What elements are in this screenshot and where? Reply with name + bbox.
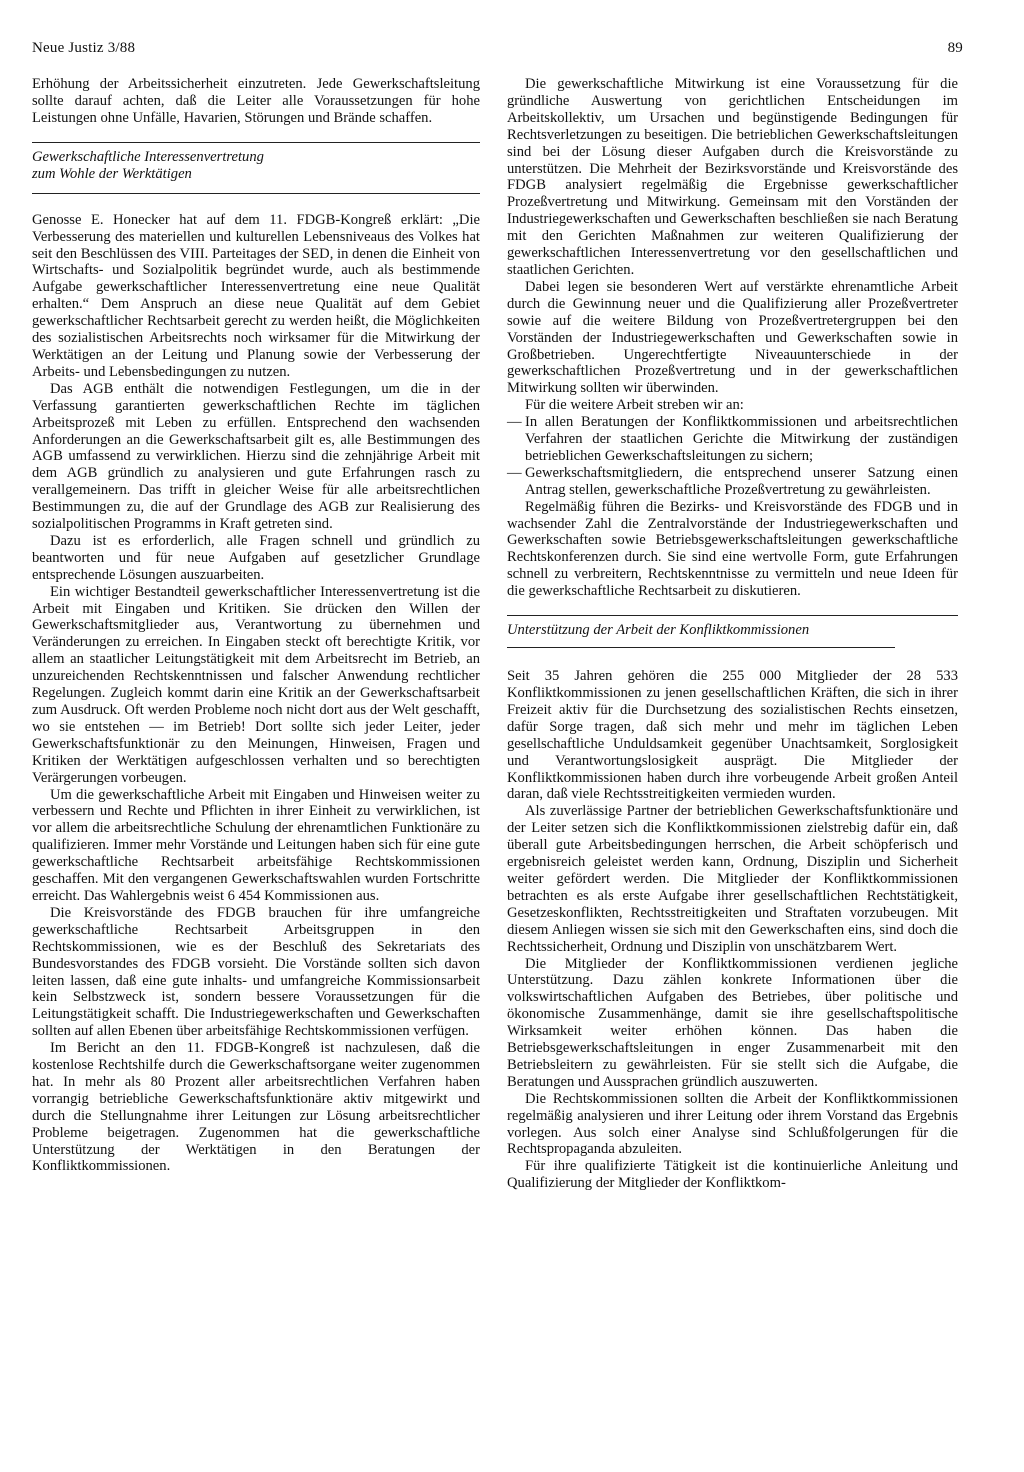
body-paragraph: Für die weitere Arbeit streben wir an:: [525, 397, 744, 414]
body-paragraph: Im Bericht an den 11. FDGB-Kongreß ist nachzulesen, daß die kostenlose Rechtshilfe durch die Gewerkschaftsorgane weiter zugenommen hat. In mehr als 80 Prozent aller arbeitsrechtlichen Verfahren haben vorrangig betriebliche Gewerkschaftsfunktionäre aktiv mitgewirkt und durch die Stellungnahme ihrer Leitungen zur Lösung arbeitsrechtlicher Probleme beigetragen. Zugenommen hat die gewerkschaftliche Unterstützung der Werktätigen in den Beratungen der Konfliktkommissionen.: [32, 1040, 480, 1175]
journal-issue: Neue Justiz 3/88: [32, 40, 136, 56]
section-heading-line2: zum Wohle der Werktätigen: [32, 165, 192, 182]
section-heading: Unterstützung der Arbeit der Konfliktkommissionen: [507, 622, 810, 639]
page-number: 89: [947, 40, 963, 56]
right-column: [507, 76, 958, 1192]
body-paragraph: Dazu ist es erforderlich, alle Fragen schnell und gründlich zu beantworten und für neue Aufgaben auf gesetzlicher Grundlage entsprechende Lösungen auszuarbeiten.: [32, 532, 480, 583]
body-paragraph: Die Kreisvorstände des FDGB brauchen für ihre umfangreiche gewerkschaftliche Rechtsarbeit Arbeitsgruppen in den Rechtskommissionen, wie es der Beschluß des Sekretariats des Bundesvorstandes des FDGB vorsieht. Die Vorstände sollten sich davon leiten lassen, daß eine gute inhalts- und umfangreiche Kommissionsarbeit kein Selbstzweck ist, sondern bessere Voraussetzungen für die Leitungstätigkeit schafft. Die Industriegewerkschaften und Gewerkschaften sollten auf allen Ebenen über arbeitsfähige Rechtskommissionen verfügen.: [32, 904, 480, 1040]
section-rule-bottom: [32, 193, 480, 194]
body-paragraph: Als zuverlässige Partner der betrieblichen Gewerkschaftsfunktionäre und der Leiter setzen sich die Konfliktkommissionen zielstrebig dafür ein, daß überall gute Arbeitsbedingungen herrschen, die Arbeit schöpferisch und ergebnisreich geleistet werden kann, Ordnung, Disziplin und Sicherheit weiter gefördert werden. Die Mitglieder der Konfliktkommissionen betrachten es als erste Aufgabe ihrer gesellschaftlichen Rechtstätigkeit, Gesetzeskonflikten, Rechtsstreitigkeiten und Straftaten vorzubeugen. Mit diesem Anliegen wissen sie sich mit den Gewerkschaften eins, sind doch die Rechtssicherheit, Ordnung und Disziplin von unschätzbarem Wert.: [507, 803, 958, 955]
body-paragraph: Die Mitglieder der Konfliktkommissionen verdienen jegliche Unterstützung. Dazu zählen konkrete Informationen über die volkswirtschaftlichen Aufgaben des Betriebes, über politische und ökonomische Zusammenhänge, damit sie ihre gesellschaftspolitische Wirksamkeit weiter erhöhen können. Das haben die Betriebsgewerkschaftsleitungen in enger Zusammenarbeit mit den Betriebsleitern zu gewährleisten. Für sie stellt sich die Aufgabe, die Beratungen und Aussprachen gründlich auszuwerten.: [507, 955, 958, 1090]
body-paragraph: Für ihre qualifizierte Tätigkeit ist die kontinuierliche Anleitung und Qualifizierung der Mitglieder der Konfliktkom-: [507, 1158, 958, 1192]
bullet-item: [507, 414, 958, 465]
body-paragraph: Regelmäßig führen die Bezirks- und Kreisvorstände des FDGB und in wachsender Zahl die Zentralvorstände der Industriegewerkschaften und Gewerkschaften sowie Betriebsgewerkschaftsleitungen gewerkschaftliche Rechtskonferenzen durch. Sie sind eine wertvolle Form, gute Erfahrungen schnell zu verbreitern, Rechtskenntnisse zu vermitteln und neue Ideen für die gewerkschaftliche Rechtsarbeit zu diskutieren.: [507, 498, 958, 600]
bullet-text: Gewerkschaftsmitgliedern, die entsprechend unserer Satzung einen Antrag stellen, gewerkschaftliche Prozeßvertretung zu gewährleisten.: [525, 464, 958, 498]
page-header: [32, 40, 963, 62]
section-rule-bottom: [507, 647, 895, 648]
dash-marker: —: [507, 414, 522, 431]
bullet-text: In allen Beratungen der Konfliktkommissionen und arbeitsrechtlichen Verfahren der staatlichen Gerichte die Mitwirkung der zuständigen betrieblichen Gewerkschaftsleitungen zu sichern;: [525, 414, 958, 464]
bullet-item: [507, 465, 958, 499]
body-paragraph: Um die gewerkschaftliche Arbeit mit Eingaben und Hinweisen weiter zu verbessern und Rechte und Pflichten in ihrer Einheit zu verwirklichen, ist vor allem die arbeitsrechtliche Schulung der ehrenamtlichen Funktionäre zu qualifizieren. Immer mehr Vorstände und Leitungen haben sich für eine gute gewerkschaftliche Rechtsarbeit arbeitsfähige Rechtskommissionen geschaffen. Mit den vergangenen Gewerkschaftswahlen wurden Fortschritte erreicht. Das Wahlergebnis weist 6 454 Kommissionen aus.: [32, 786, 480, 904]
body-paragraph: Dabei legen sie besonderen Wert auf verstärkte ehrenamtliche Arbeit durch die Gewinnung neuer und die Qualifizierung aller Prozeßvertreter sowie auf die weitere Bildung von Prozeßvertretergruppen bei den Vorständen der Industriegewerkschaften und Gewerkschaften sowie in Großbetrieben. Ungerechtfertigte Niveauunterschiede in der gewerkschaftlichen Prozeßvertretung und in der gewerkschaftlichen Mitwirkung sollten wir überwinden.: [507, 278, 958, 397]
body-paragraph: Das AGB enthält die notwendigen Festlegungen, um die in der Verfassung garantierten gewerkschaftlichen Rechte im täglichen Arbeitsprozeß mit Leben zu erfüllen. Entsprechend den wachsenden Anforderungen an die Gewerkschaftsarbeit gilt es, alle Bestimmungen des AGB umfassend zu verwirklichen. Hierzu sind die zehnjährige Arbeit mit dem AGB gründlich zu analysieren und gute Erfahrungen rasch zu verallgemeinern. Das trifft in gleicher Weise für alle arbeitsrechtlichen Bestimmungen zu, die auf der Grundlage des AGB zur Realisierung des sozialpolitischen Programms in Kraft getreten sind.: [32, 380, 480, 533]
body-paragraph: Seit 35 Jahren gehören die 255 000 Mitglieder der 28 533 Konfliktkommissionen zu jenen gesellschaftlichen Kräften, die sich in ihrer Freizeit aktiv für die Durchsetzung des sozialistischen Rechts einsetzen, dafür Sorge tragen, daß sich mehr und mehr im täglichen Leben gesellschaftliche Unduldsamkeit gegenüber Unachtsamkeit, Sorglosigkeit und Verantwortungslosigkeit ausprägt. Die Mitglieder der Konfliktkommissionen haben durch ihre vorbeugende Arbeit großen Anteil daran, daß viele Rechtsstreitigkeiten vermieden wurden.: [507, 668, 958, 803]
dash-marker: —: [507, 464, 522, 481]
body-paragraph: Genosse E. Honecker hat auf dem 11. FDGB-Kongreß erklärt: „Die Verbesserung des materiellen und kulturellen Lebensniveaus des Volkes hat seit den Beschlüssen des VIII. Parteitages der SED, in denen die Einheit von Wirtschafts- und Sozialpolitik begründet wurde, auch als bestimmende Aufgabe gewerkschaftlicher Interessenvertretung eine neue Qualität erhalten.“ Dem Anspruch an diese neue Qualität auf dem Gebiet gewerkschaftlicher Rechtsarbeit gerecht zu werden heißt, die Möglichkeiten des sozialistischen Arbeitsrechts noch wirksamer für die Mitwirkung der Werktätigen an der Leitung und Planung sowie der Verbesserung der Arbeits- und Lebensbedingungen zu nutzen.: [32, 211, 480, 380]
section-heading-line1: Gewerkschaftliche Interessenvertretung: [32, 148, 264, 165]
section-heading-block: [32, 143, 480, 193]
left-column: [32, 76, 480, 1175]
section-heading-block: [507, 616, 958, 647]
body-paragraph: Die Rechtskommissionen sollten die Arbeit der Konfliktkommissionen regelmäßig analysieren und ihrer Leitung oder ihrem Vorstand das Ergebnis vorlegen. Aus solch einer Analyse sind Schlußfolgerungen für die Rechtspropaganda abzuleiten.: [507, 1090, 958, 1158]
body-paragraph: Ein wichtiger Bestandteil gewerkschaftlicher Interessenvertretung ist die Arbeit mit Eingaben und Kritiken. Sie drücken den Willen der Gewerkschaftsmitglieder aus, Verantwortung zu übernehmen und Veränderungen zu erreichen. In Eingaben steckt oft berechtigte Kritik, vor allem an staatlicher Leitungstätigkeit mit dem Arbeitsrecht im Betrieb, an unzureichenden Rechtskenntnissen und falscher Anwendung rechtlicher Regelungen. Zugleich kommt darin eine Kritik an der Gewerkschaftsarbeit zum Ausdruck. Oft werden Probleme noch nicht dort aus der Welt geschafft, wo sie entstehen — im Betrieb! Dort sollte sich jeder Leiter, jeder Gewerkschaftsfunktionär zu den Meinungen, Hinweisen, Fragen und Kritiken der Werktätigen aufgeschlossen verhalten und so berechtigten Verärgerungen vorbeugen.: [32, 583, 480, 786]
intro-paragraph: Erhöhung der Arbeitssicherheit einzutreten. Jede Gewerkschaftsleitung sollte darauf achten, daß die Leiter alle Voraussetzungen für hohe Leistungen ohne Unfälle, Havarien, Störungen und Brände schaffen.: [32, 76, 480, 126]
body-paragraph: Die gewerkschaftliche Mitwirkung ist eine Voraussetzung für die gründliche Auswertung von gerichtlichen Entscheidungen im Arbeitskollektiv, um Ursachen und begünstigende Bedingungen für Rechtsverletzungen zu beseitigen. Die betrieblichen Gewerkschaftsleitungen sind bei der Lösung dieser Aufgaben durch die Kreisvorstände zu unterstützen. Die Mehrheit der Bezirksvorstände und Kreisvorstände des FDGB analysiert regelmäßig die Ergebnisse gewerkschaftlicher Prozeßvertretung und Mitwirkung. Gemeinsam mit den Vorständen der Industriegewerkschaften und Gewerkschaften beschließen sie nach Beratung mit den Gerichten Maßnahmen zur weiteren Qualifizierung der gewerkschaftlichen Interessenvertretung vor den gesellschaftlichen und staatlichen Gerichten.: [507, 76, 958, 278]
